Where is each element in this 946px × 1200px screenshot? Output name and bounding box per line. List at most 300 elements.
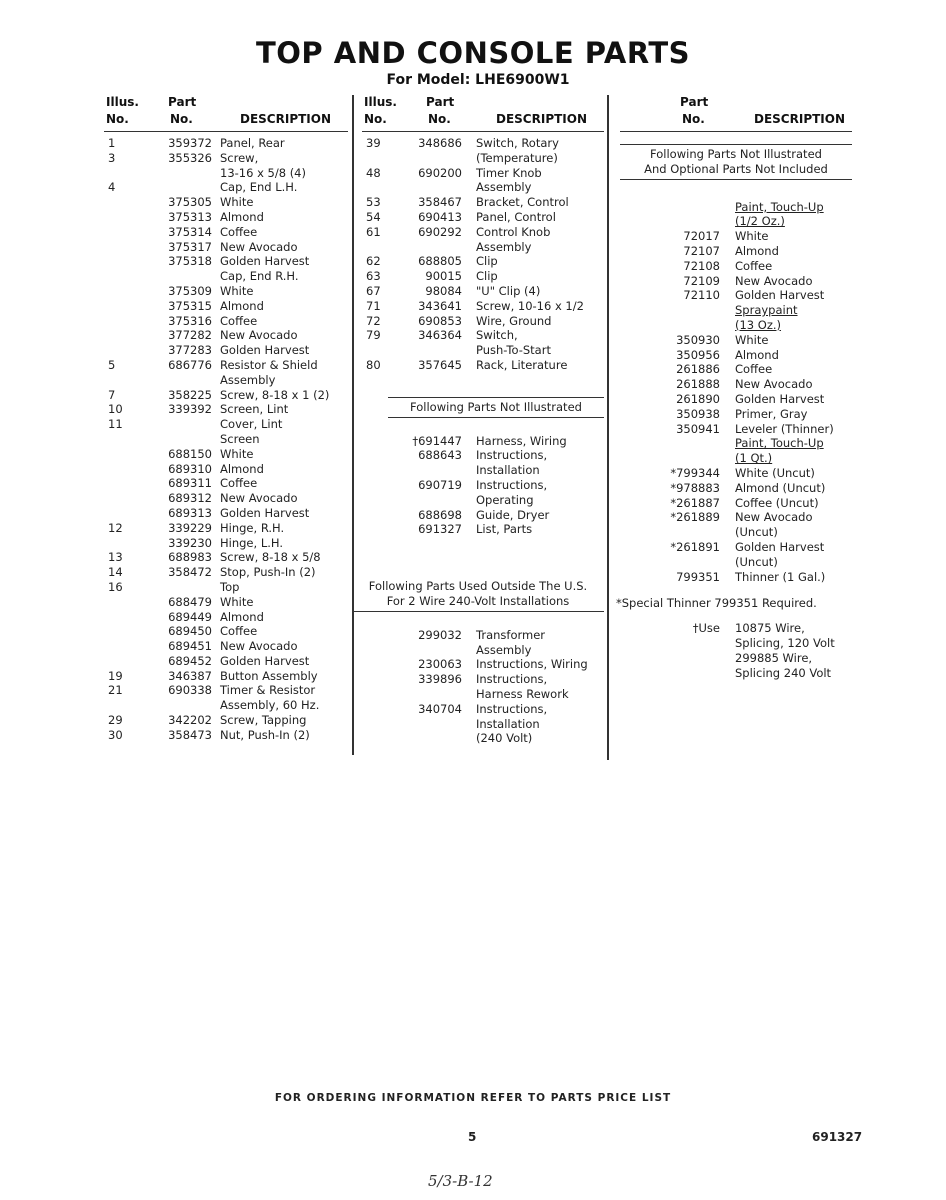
illus-number: 79 bbox=[366, 328, 381, 343]
footnote bbox=[616, 596, 852, 611]
table-row bbox=[362, 687, 604, 702]
part-description: Screw, Tapping bbox=[220, 713, 307, 728]
part-number: 348686 bbox=[418, 136, 462, 150]
part-description: Guide, Dryer bbox=[476, 507, 550, 522]
part-description: Assembly bbox=[476, 239, 532, 254]
table-row bbox=[362, 434, 604, 449]
part-description: Operating bbox=[476, 492, 534, 507]
table-row bbox=[362, 166, 604, 181]
part-description: (13 Oz.) bbox=[735, 317, 782, 332]
table-row bbox=[104, 254, 348, 269]
part-description: Primer, Gray bbox=[735, 406, 808, 421]
table-row bbox=[362, 657, 604, 672]
part-description: Screw, 10-16 x 1/2 bbox=[476, 298, 584, 313]
part-description: White (Uncut) bbox=[735, 465, 815, 480]
part-number: 350956 bbox=[676, 347, 720, 362]
table-row bbox=[620, 214, 852, 229]
table-row bbox=[362, 328, 604, 343]
part-number: 261888 bbox=[676, 377, 720, 392]
ordering-footer: FOR ORDERING INFORMATION REFER TO PARTS PRICE LIST bbox=[274, 1092, 672, 1104]
part-number: 375316 bbox=[168, 313, 212, 328]
table-row bbox=[362, 269, 604, 284]
table-row bbox=[104, 536, 348, 551]
part-description: Nut, Push-In (2) bbox=[220, 727, 310, 742]
illus-number: 12 bbox=[108, 520, 123, 535]
table-row bbox=[362, 314, 604, 329]
part-number: 339392 bbox=[168, 402, 212, 417]
part-description: Resistor & Shield bbox=[220, 357, 318, 372]
part-number: 230063 bbox=[418, 657, 462, 672]
part-number: 339230 bbox=[168, 535, 212, 550]
part-number: 375317 bbox=[168, 239, 212, 254]
part-number: 690413 bbox=[418, 209, 462, 224]
illus-number: 61 bbox=[366, 224, 381, 239]
header-description: DESCRIPTION bbox=[496, 112, 588, 126]
table-row bbox=[620, 229, 852, 244]
part-description: Timer Knob bbox=[476, 165, 542, 180]
part-number: 90015 bbox=[425, 269, 462, 284]
part-description: Golden Harvest bbox=[735, 391, 825, 406]
table-row bbox=[104, 580, 348, 595]
part-description: Installation bbox=[476, 463, 540, 478]
column-header bbox=[104, 95, 348, 132]
illus-number: 62 bbox=[366, 254, 381, 269]
table-row bbox=[362, 151, 604, 166]
part-description: White bbox=[735, 229, 769, 244]
header-part-no: No. bbox=[170, 112, 193, 126]
part-description: Control Knob bbox=[476, 224, 551, 239]
table-row bbox=[620, 348, 852, 363]
table-row bbox=[620, 436, 852, 451]
part-description: Golden Harvest bbox=[220, 343, 310, 358]
part-description: Almond bbox=[220, 298, 264, 313]
note-text: For 2 Wire 240-Volt Installations bbox=[386, 593, 570, 608]
table-row bbox=[104, 476, 348, 491]
header-description: DESCRIPTION bbox=[240, 112, 332, 126]
table-row bbox=[362, 508, 604, 523]
parts-list bbox=[362, 136, 604, 373]
illus-number: 16 bbox=[108, 579, 123, 594]
part-number: 98084 bbox=[425, 283, 462, 298]
parts-column-2 bbox=[362, 95, 604, 746]
table-row bbox=[362, 254, 604, 269]
table-row bbox=[362, 643, 604, 658]
part-description: Coffee bbox=[220, 624, 258, 639]
part-description: 299885 Wire, bbox=[735, 650, 813, 665]
model-subtitle: For Model: LHE6900W1 bbox=[386, 72, 570, 88]
table-row bbox=[362, 493, 604, 508]
table-row bbox=[104, 402, 348, 417]
part-number: 72107 bbox=[683, 243, 720, 258]
table-row bbox=[104, 713, 348, 728]
part-number: 350938 bbox=[676, 406, 720, 421]
part-description: Almond bbox=[220, 209, 264, 224]
part-number: 690853 bbox=[418, 313, 462, 328]
part-number: 375313 bbox=[168, 209, 212, 224]
part-description: Transformer bbox=[476, 627, 546, 642]
part-number: 375314 bbox=[168, 224, 212, 239]
table-row bbox=[620, 377, 852, 392]
part-number: 688643 bbox=[418, 448, 462, 463]
table-row bbox=[362, 210, 604, 225]
part-number: 350930 bbox=[676, 332, 720, 347]
part-description: White bbox=[220, 594, 254, 609]
column-divider bbox=[352, 95, 354, 755]
table-row bbox=[620, 362, 852, 377]
table-row bbox=[362, 672, 604, 687]
part-description: Instructions, bbox=[476, 448, 548, 463]
part-number: 689310 bbox=[168, 461, 212, 476]
part-number: †Use bbox=[692, 621, 720, 636]
part-description: Almond bbox=[220, 461, 264, 476]
parts-list bbox=[362, 628, 604, 746]
part-number: 261890 bbox=[676, 391, 720, 406]
illus-number: 53 bbox=[366, 195, 381, 210]
table-row bbox=[362, 225, 604, 240]
table-row bbox=[620, 422, 852, 437]
part-number: 688805 bbox=[418, 254, 462, 269]
table-row bbox=[620, 510, 852, 525]
part-description: Harness Rework bbox=[476, 686, 569, 701]
part-number: 355326 bbox=[168, 150, 212, 165]
illus-number: 4 bbox=[108, 180, 116, 195]
parts-list bbox=[362, 434, 604, 538]
table-row bbox=[620, 466, 852, 481]
part-description: White bbox=[220, 283, 254, 298]
table-row bbox=[362, 136, 604, 151]
table-row bbox=[104, 373, 348, 388]
parts-list bbox=[620, 200, 852, 585]
part-description: 13-16 x 5/8 (4) bbox=[220, 165, 306, 180]
part-description: Screw, 8-18 x 1 (2) bbox=[220, 387, 330, 402]
part-number: *799344 bbox=[670, 465, 720, 480]
table-row bbox=[620, 259, 852, 274]
table-row bbox=[362, 702, 604, 717]
part-description: (240 Volt) bbox=[476, 731, 533, 746]
table-row bbox=[620, 636, 852, 651]
part-description: Coffee bbox=[220, 476, 258, 491]
part-description: Assembly bbox=[220, 372, 276, 387]
table-row bbox=[104, 299, 348, 314]
illus-number: 1 bbox=[108, 136, 116, 150]
part-description: Clip bbox=[476, 254, 498, 269]
part-number: 72017 bbox=[683, 229, 720, 244]
part-number: 358467 bbox=[418, 195, 462, 210]
table-row bbox=[362, 522, 604, 537]
illus-number: 63 bbox=[366, 269, 381, 284]
part-number: 689452 bbox=[168, 653, 212, 668]
header-illus: Illus. bbox=[106, 95, 139, 109]
illus-number: 48 bbox=[366, 165, 381, 180]
part-description: Coffee bbox=[220, 224, 258, 239]
table-row bbox=[104, 269, 348, 284]
illus-number: 7 bbox=[108, 387, 116, 402]
table-row bbox=[620, 407, 852, 422]
table-row bbox=[104, 417, 348, 432]
table-row bbox=[620, 333, 852, 348]
table-row bbox=[620, 288, 852, 303]
part-number: 340704 bbox=[418, 701, 462, 716]
part-description: Cover, Lint bbox=[220, 417, 283, 432]
part-description: Assembly bbox=[476, 642, 532, 657]
part-description: Instructions, bbox=[476, 672, 548, 687]
note-text: Following Parts Used Outside The U.S. bbox=[368, 579, 588, 594]
table-row bbox=[362, 343, 604, 358]
table-row bbox=[362, 240, 604, 255]
table-row bbox=[104, 432, 348, 447]
part-description: New Avocado bbox=[220, 491, 298, 506]
part-description: Panel, Control bbox=[476, 209, 556, 224]
illus-number: 71 bbox=[366, 298, 381, 313]
part-description: Switch, bbox=[476, 328, 518, 343]
part-description: (Temperature) bbox=[476, 150, 558, 165]
part-description: New Avocado bbox=[735, 510, 813, 525]
table-row bbox=[362, 463, 604, 478]
illus-number: 80 bbox=[366, 357, 381, 372]
page-number: 5 bbox=[468, 1130, 477, 1144]
table-row bbox=[620, 570, 852, 585]
part-description: (Uncut) bbox=[735, 525, 778, 540]
table-row bbox=[104, 683, 348, 698]
table-row bbox=[362, 478, 604, 493]
part-description: Assembly, 60 Hz. bbox=[220, 698, 320, 713]
table-row bbox=[620, 451, 852, 466]
illus-number: 29 bbox=[108, 713, 123, 728]
header-part: Part bbox=[680, 95, 709, 109]
part-description: Coffee bbox=[735, 258, 773, 273]
document-number: 691327 bbox=[812, 1130, 863, 1144]
part-number: 358225 bbox=[168, 387, 212, 402]
part-description: Instructions, Wiring bbox=[476, 657, 588, 672]
part-number: 299032 bbox=[418, 627, 462, 642]
part-number: 690338 bbox=[168, 683, 212, 698]
table-row bbox=[104, 136, 348, 151]
part-number: 686776 bbox=[168, 357, 212, 372]
part-number: 689449 bbox=[168, 609, 212, 624]
part-number: 350941 bbox=[676, 421, 720, 436]
part-description: New Avocado bbox=[220, 328, 298, 343]
part-description: Almond bbox=[735, 243, 779, 258]
table-row bbox=[104, 565, 348, 580]
part-description: Paint, Touch-Up bbox=[735, 436, 824, 451]
table-row bbox=[620, 666, 852, 681]
header-part-no: No. bbox=[428, 112, 451, 126]
part-description: Top bbox=[220, 579, 240, 594]
part-number: 688150 bbox=[168, 446, 212, 461]
part-description: Screw, 8-18 x 5/8 bbox=[220, 550, 321, 565]
part-description: Thinner (1 Gal.) bbox=[735, 569, 826, 584]
part-description: Golden Harvest bbox=[220, 254, 310, 269]
table-row bbox=[104, 550, 348, 565]
part-description: Screw, bbox=[220, 150, 259, 165]
illus-number: 54 bbox=[366, 209, 381, 224]
illus-number: 21 bbox=[108, 683, 123, 698]
header-illus-no: No. bbox=[364, 112, 387, 126]
table-row bbox=[104, 388, 348, 403]
table-row bbox=[620, 555, 852, 570]
table-row bbox=[362, 180, 604, 195]
part-number: *261891 bbox=[670, 539, 720, 554]
column-header bbox=[362, 95, 604, 132]
part-description: Instructions, bbox=[476, 701, 548, 716]
table-row bbox=[104, 358, 348, 373]
table-row bbox=[104, 595, 348, 610]
part-description: Installation bbox=[476, 716, 540, 731]
note-text: And Optional Parts Not Included bbox=[644, 161, 828, 176]
illus-number: 39 bbox=[366, 136, 381, 150]
part-description: (1 Qt.) bbox=[735, 451, 773, 466]
part-description: Coffee bbox=[220, 313, 258, 328]
part-description: Button Assembly bbox=[220, 668, 318, 683]
section-note bbox=[620, 144, 852, 180]
table-row bbox=[104, 669, 348, 684]
table-row bbox=[620, 200, 852, 215]
illus-number: 30 bbox=[108, 727, 123, 742]
part-description: Spraypaint bbox=[735, 303, 798, 318]
part-description: White bbox=[735, 332, 769, 347]
table-row bbox=[104, 521, 348, 536]
table-row bbox=[104, 314, 348, 329]
part-number: 339229 bbox=[168, 520, 212, 535]
column-header bbox=[620, 95, 852, 132]
part-description: Harness, Wiring bbox=[476, 433, 567, 448]
part-description: Bracket, Control bbox=[476, 195, 569, 210]
part-number: 690200 bbox=[418, 165, 462, 180]
part-description: Golden Harvest bbox=[220, 653, 310, 668]
part-number: *261889 bbox=[670, 510, 720, 525]
table-row bbox=[362, 358, 604, 373]
part-description: Golden Harvest bbox=[220, 505, 310, 520]
part-description: Cap, End L.H. bbox=[220, 180, 298, 195]
illus-number: 19 bbox=[108, 668, 123, 683]
illus-number: 5 bbox=[108, 357, 116, 372]
table-row bbox=[104, 654, 348, 669]
part-description: New Avocado bbox=[220, 239, 298, 254]
part-description: Screen, Lint bbox=[220, 402, 289, 417]
part-number: 688983 bbox=[168, 550, 212, 565]
table-row bbox=[104, 240, 348, 255]
header-part: Part bbox=[426, 95, 455, 109]
table-row bbox=[104, 343, 348, 358]
part-number: 261886 bbox=[676, 362, 720, 377]
part-number: 377282 bbox=[168, 328, 212, 343]
illus-number: 11 bbox=[108, 417, 123, 432]
part-description: Panel, Rear bbox=[220, 136, 285, 150]
part-number: 72108 bbox=[683, 258, 720, 273]
table-row bbox=[620, 525, 852, 540]
part-number: 688479 bbox=[168, 594, 212, 609]
note-text: Following Parts Not Illustrated bbox=[650, 147, 822, 161]
part-description: Cap, End R.H. bbox=[220, 269, 299, 284]
part-description: Leveler (Thinner) bbox=[735, 421, 834, 436]
part-description: Push-To-Start bbox=[476, 343, 551, 358]
footnote-text: *Special Thinner 799351 Required. bbox=[616, 596, 817, 611]
part-description: (Uncut) bbox=[735, 554, 778, 569]
part-number: 689450 bbox=[168, 624, 212, 639]
part-number: 689313 bbox=[168, 505, 212, 520]
part-number: 339896 bbox=[418, 672, 462, 687]
illus-number: 3 bbox=[108, 150, 116, 165]
part-description: List, Parts bbox=[476, 522, 533, 537]
header-illus-no: No. bbox=[106, 112, 129, 126]
illus-number: 72 bbox=[366, 313, 381, 328]
part-number: 375318 bbox=[168, 254, 212, 269]
wire-note bbox=[620, 621, 852, 680]
part-number: 799351 bbox=[676, 569, 720, 584]
part-number: 346387 bbox=[168, 668, 212, 683]
illus-number: 67 bbox=[366, 283, 381, 298]
parts-list bbox=[104, 136, 348, 743]
table-row bbox=[620, 392, 852, 407]
table-row bbox=[620, 303, 852, 318]
part-description: New Avocado bbox=[735, 273, 813, 288]
illus-number: 13 bbox=[108, 550, 123, 565]
part-number: 357645 bbox=[418, 357, 462, 372]
section-note bbox=[352, 577, 604, 612]
table-row bbox=[104, 506, 348, 521]
table-row bbox=[104, 639, 348, 654]
part-description: Paint, Touch-Up bbox=[735, 199, 824, 214]
part-description: Screen bbox=[220, 431, 260, 446]
part-description: Hinge, L.H. bbox=[220, 535, 283, 550]
part-description: Timer & Resistor bbox=[220, 683, 316, 698]
part-number: 358472 bbox=[168, 565, 212, 580]
table-row bbox=[362, 284, 604, 299]
part-description: Wire, Ground bbox=[476, 313, 552, 328]
part-description: Coffee (Uncut) bbox=[735, 495, 819, 510]
column-divider bbox=[607, 95, 609, 760]
part-description: Assembly bbox=[476, 180, 532, 195]
part-description: Stop, Push-In (2) bbox=[220, 565, 316, 580]
part-number: 342202 bbox=[168, 713, 212, 728]
part-number: 689451 bbox=[168, 639, 212, 654]
part-description: Rack, Literature bbox=[476, 357, 568, 372]
handwritten-note: 5/3-B-12 bbox=[428, 1172, 493, 1190]
table-row bbox=[104, 151, 348, 166]
part-number: 359372 bbox=[168, 136, 212, 150]
page-title: TOP AND CONSOLE PARTS bbox=[255, 36, 691, 70]
part-number: *261887 bbox=[670, 495, 720, 510]
table-row bbox=[362, 448, 604, 463]
part-description: Instructions, bbox=[476, 477, 548, 492]
table-row bbox=[104, 195, 348, 210]
table-row bbox=[104, 610, 348, 625]
part-description: Clip bbox=[476, 269, 498, 284]
table-row bbox=[104, 284, 348, 299]
table-row bbox=[104, 328, 348, 343]
part-number: 690719 bbox=[418, 477, 462, 492]
part-description: Golden Harvest bbox=[735, 288, 825, 303]
parts-column-1 bbox=[104, 95, 348, 743]
parts-column-3 bbox=[616, 95, 852, 680]
part-description: New Avocado bbox=[220, 639, 298, 654]
part-description: "U" Clip (4) bbox=[476, 283, 541, 298]
header-part: Part bbox=[168, 95, 197, 109]
part-description: Splicing 240 Volt bbox=[735, 665, 832, 680]
table-row bbox=[104, 728, 348, 743]
part-number: 343641 bbox=[418, 298, 462, 313]
table-row bbox=[104, 698, 348, 713]
part-number: *978883 bbox=[670, 480, 720, 495]
part-number: 72110 bbox=[683, 288, 720, 303]
part-description: Splicing, 120 Volt bbox=[735, 635, 835, 650]
part-description: Switch, Rotary bbox=[476, 136, 559, 150]
table-row bbox=[104, 624, 348, 639]
header-illus: Illus. bbox=[364, 95, 397, 109]
part-number: 375305 bbox=[168, 195, 212, 210]
table-row bbox=[104, 491, 348, 506]
table-row bbox=[362, 731, 604, 746]
